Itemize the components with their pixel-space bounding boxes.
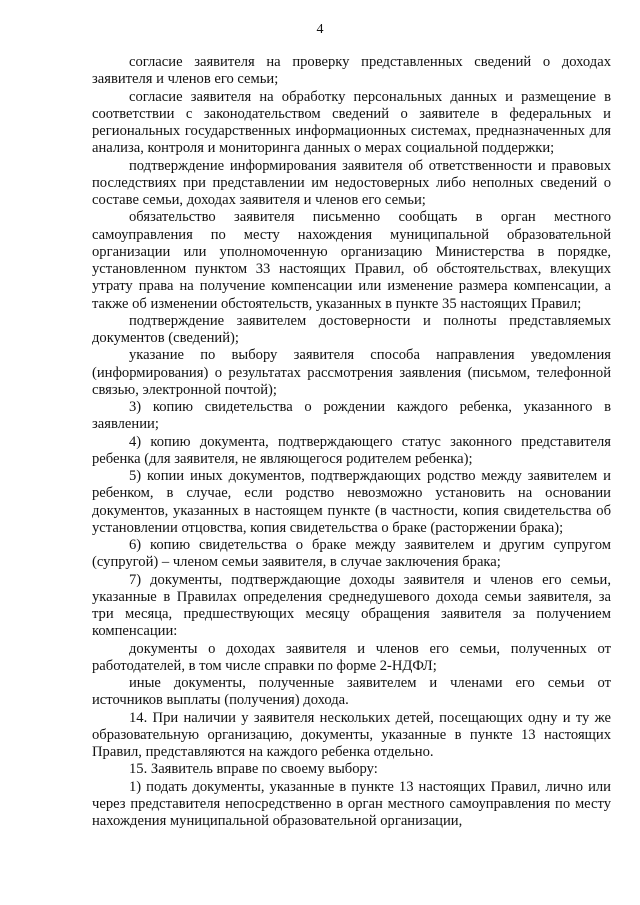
- paragraph: указание по выбору заявителя способа направления уведомления (информирования) о результатах рассмотрения заявления (письмом, телефонной связью, электронной почтой);: [92, 347, 611, 398]
- paragraph: согласие заявителя на обработку персональных данных и размещение в соответствии с законодательством сведений о заявителе в федеральных и региональных государственных информационных системах, предназначенных для анализа, контроля и мониторинга данных о мерах социальной поддержки;: [92, 88, 611, 157]
- page-number: 4: [316, 22, 324, 37]
- paragraph: подтверждение информирования заявителя об ответственности и правовых последствиях при представлении им недостоверных либо неполных сведений о составе семьи, доходах заявителя и членов его семьи;: [92, 157, 611, 208]
- paragraph: 15. Заявитель вправе по своему выбору:: [129, 761, 378, 778]
- paragraph: согласие заявителя на проверку представленных сведений о доходах заявителя и членов его семьи;: [92, 54, 611, 88]
- paragraph: обязательство заявителя письменно сообщать в орган местного самоуправления по месту нахождения муниципальной образовательной организации или уполномоченную организацию Министерства в порядке, установленном пунктом 33 настоящих Правил, об обстоятельствах, влекущих утрату права на получение компенсации или изменение размера компенсации, а также об изменении обстоятельств, указанных в пункте 35 настоящих Правил;: [92, 209, 611, 312]
- paragraph: 4) копию документа, подтверждающего статус законного представителя ребенка (для заявителя, не являющегося родителем ребенка);: [92, 433, 611, 467]
- paragraph: 6) копию свидетельства о браке между заявителем и другим супругом (супругой) – членом семьи заявителя, в случае заключения брака;: [92, 537, 611, 571]
- paragraph: 3) копию свидетельства о рождении каждого ребенка, указанного в заявлении;: [92, 399, 611, 433]
- paragraph: 7) документы, подтверждающие доходы заявителя и членов его семьи, указанные в Правилах определения среднедушевого дохода семьи заявителя, за три месяца, предшествующих месяцу обращения заявителя за получением компенсации:: [92, 571, 611, 640]
- paragraph: иные документы, полученные заявителем и членами его семьи от источников выплаты (получения) дохода.: [92, 675, 611, 709]
- paragraph: 14. При наличии у заявителя нескольких детей, посещающих одну и ту же образовательную организацию, документы, указанные в пункте 13 настоящих Правил, представляются на каждого ребенка отдельно.: [92, 709, 611, 760]
- document-body: [92, 54, 611, 830]
- paragraph: подтверждение заявителем достоверности и полноты представляемых документов (сведений);: [92, 312, 611, 346]
- paragraph: документы о доходах заявителя и членов его семьи, полученных от работодателей, в том числе справки по форме 2-НДФЛ;: [92, 640, 611, 674]
- paragraph: 1) подать документы, указанные в пункте 13 настоящих Правил, лично или через представителя непосредственно в орган местного самоуправления по месту нахождения муниципальной образовательной организации,: [92, 778, 611, 829]
- paragraph: 5) копии иных документов, подтверждающих родство между заявителем и ребенком, в случае, если родство невозможно установить на основании документов, указанных в настоящем пункте (в частности, копия свидетельства об установлении отцовства, копия свидетельства о браке (расторжении брака);: [92, 468, 611, 536]
